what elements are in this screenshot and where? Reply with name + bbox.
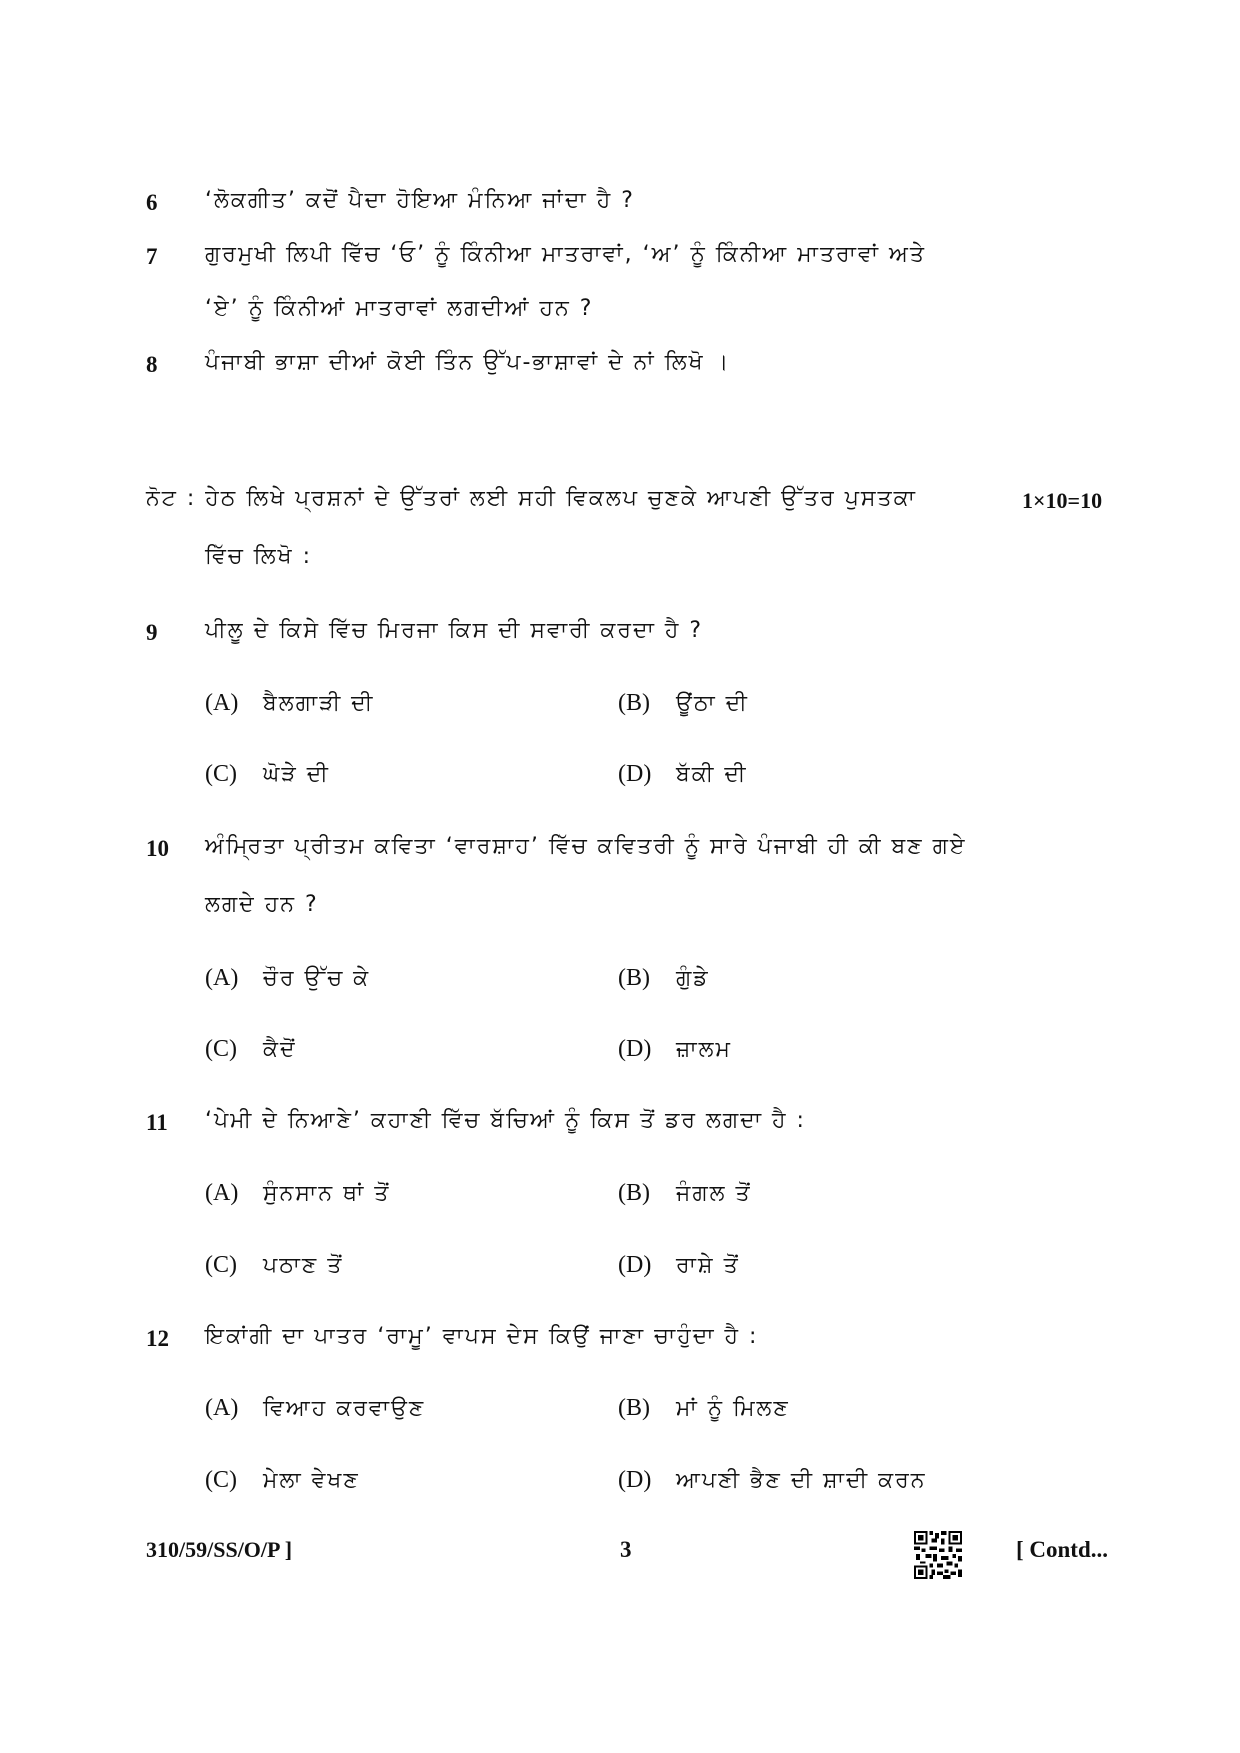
- option-label: (C): [205, 1036, 237, 1062]
- option-d: [618, 1467, 927, 1494]
- option-a: [205, 1395, 425, 1422]
- option-text: ਸੁੰਨਸਾਨ ਥਾਂ ਤੋਂ: [263, 1181, 391, 1206]
- option-c: [205, 761, 330, 788]
- options-row: [0, 1391, 1240, 1431]
- option-label: (A): [205, 1395, 239, 1421]
- option-label: (C): [205, 1467, 237, 1493]
- qr-code-icon: [914, 1531, 962, 1579]
- option-label: (A): [205, 1180, 239, 1206]
- option-label: (C): [205, 761, 237, 787]
- option-b: [618, 690, 749, 717]
- option-text: ਮਾਂ ਨੂੰ ਮਿਲਣ: [676, 1396, 790, 1421]
- option-text: ਪਠਾਣ ਤੋਂ: [263, 1253, 344, 1278]
- options-row: [0, 961, 1240, 1001]
- option-text: ਊਂਠਾ ਦੀ: [676, 691, 749, 716]
- question-number: 8: [146, 352, 158, 377]
- option-text: ਜ਼ਾਲਮ: [676, 1037, 732, 1062]
- options-row: [0, 1463, 1240, 1503]
- option-label: (D): [618, 1467, 652, 1493]
- option-c: [205, 1467, 360, 1494]
- question-10-continuation: [0, 888, 1240, 928]
- question-10: [0, 830, 1240, 870]
- option-b: [618, 1180, 752, 1207]
- options-row: [0, 757, 1240, 797]
- question-6: [0, 184, 1240, 224]
- option-d: [618, 1036, 732, 1063]
- option-label: (C): [205, 1252, 237, 1278]
- option-d: [618, 761, 748, 788]
- question-text: ਇਕਾਂਗੀ ਦਾ ਪਾਤਰ ‘ਰਾਮੂ’ ਵਾਪਸ ਦੇਸ ਕਿਉਂ ਜਾਣਾ ਚਾਹੁੰਦਾ ਹੈ :: [205, 1324, 759, 1349]
- option-label: (B): [618, 690, 650, 716]
- option-label: (B): [618, 1395, 650, 1421]
- question-number: 6: [146, 190, 158, 215]
- question-number: 10: [146, 836, 169, 861]
- question-number: 12: [146, 1326, 169, 1351]
- question-text: ਅੰਮ੍ਰਿਤਾ ਪ੍ਰੀਤਮ ਕਵਿਤਾ ‘ਵਾਰਸ਼ਾਹ’ ਵਿੱਚ ਕਵਿਤਰੀ ਨੂੰ ਸਾਰੇ ਪੰਜਾਬੀ ਹੀ ਕੀ ਬਣ ਗਏ: [205, 834, 967, 859]
- option-label: (D): [618, 1252, 652, 1278]
- question-8: [0, 346, 1240, 386]
- marks-allocation: 1×10=10: [1022, 488, 1103, 513]
- page-footer: [0, 1527, 1240, 1577]
- question-text: ਪੰਜਾਬੀ ਭਾਸ਼ਾ ਦੀਆਂ ਕੋਈ ਤਿੰਨ ਉੱਪ-ਭਾਸ਼ਾਵਾਂ ਦੇ ਨਾਂ ਲਿਖੋ ।: [205, 350, 731, 375]
- option-a: [205, 690, 374, 717]
- option-label: (D): [618, 1036, 652, 1062]
- question-text: ਗੁਰਮੁਖੀ ਲਿਪੀ ਵਿੱਚ ‘ਓ’ ਨੂੰ ਕਿੰਨੀਆ ਮਾਤਰਾਵਾਂ, ‘ਅ’ ਨੂੰ ਕਿੰਨੀਆ ਮਾਤਰਾਵਾਂ ਅਤੇ: [205, 242, 926, 267]
- option-c: [205, 1036, 297, 1063]
- note-text: ਵਿੱਚ ਲਿਖੋ :: [205, 544, 312, 569]
- question-text: ਲਗਦੇ ਹਨ ?: [205, 892, 319, 917]
- option-text: ਵਿਆਹ ਕਰਵਾਉਣ: [263, 1396, 426, 1421]
- question-7-continuation: [0, 292, 1240, 332]
- question-7: [0, 238, 1240, 278]
- question-text: ਪੀਲੂ ਦੇ ਕਿਸੇ ਵਿੱਚ ਮਿਰਜਾ ਕਿਸ ਦੀ ਸਵਾਰੀ ਕਰਦਾ ਹੈ ?: [205, 618, 704, 643]
- option-text: ਕੈਦੋਂ: [263, 1037, 297, 1062]
- question-number: 9: [146, 620, 158, 645]
- instruction-note-continuation: [0, 540, 1240, 580]
- option-label: (A): [205, 690, 239, 716]
- question-text: ‘ਪੇਮੀ ਦੇ ਨਿਆਣੇ’ ਕਹਾਣੀ ਵਿੱਚ ਬੱਚਿਆਂ ਨੂੰ ਕਿਸ ਤੋਂ ਡਰ ਲਗਦਾ ਹੈ :: [205, 1108, 806, 1133]
- option-b: [618, 965, 710, 992]
- question-9: [0, 614, 1240, 654]
- option-text: ਰਾਸ਼ੇ ਤੋਂ: [676, 1253, 740, 1278]
- page-number: 3: [620, 1537, 632, 1562]
- question-text: ‘ਏ’ ਨੂੰ ਕਿੰਨੀਆਂ ਮਾਤਰਾਵਾਂ ਲਗਦੀਆਂ ਹਨ ?: [205, 296, 594, 321]
- option-text: ਆਪਣੀ ਭੈਣ ਦੀ ਸ਼ਾਦੀ ਕਰਨ: [676, 1468, 927, 1493]
- question-text: ‘ਲੋਕਗੀਤ’ ਕਦੋਂ ਪੈਦਾ ਹੋਇਆ ਮੰਨਿਆ ਜਾਂਦਾ ਹੈ ?: [205, 188, 635, 213]
- question-number: 7: [146, 244, 158, 269]
- option-text: ਜੰਗਲ ਤੋਂ: [676, 1181, 752, 1206]
- option-label: (D): [618, 761, 652, 787]
- option-text: ਬੈਲਗਾੜੀ ਦੀ: [263, 691, 375, 716]
- option-text: ਗੁੰਡੇ: [676, 966, 710, 991]
- option-label: (B): [618, 1180, 650, 1206]
- option-a: [205, 965, 370, 992]
- option-a: [205, 1180, 390, 1207]
- question-number: 11: [146, 1110, 168, 1135]
- options-row: [0, 1176, 1240, 1216]
- option-c: [205, 1252, 343, 1279]
- option-text: ਘੋੜੇ ਦੀ: [263, 762, 330, 787]
- options-row: [0, 1248, 1240, 1288]
- options-row: [0, 686, 1240, 726]
- option-text: ਚੌਰ ਉੱਚ ਕੇ: [263, 966, 371, 991]
- question-12: [0, 1320, 1240, 1360]
- continued-marker: [ Contd...: [1016, 1537, 1109, 1562]
- paper-code: 310/59/SS/O/P ]: [146, 1537, 293, 1562]
- option-label: (B): [618, 965, 650, 991]
- option-label: (A): [205, 965, 239, 991]
- note-text: ਨੋਟ : ਹੇਠ ਲਿਖੇ ਪ੍ਰਸ਼ਨਾਂ ਦੇ ਉੱਤਰਾਂ ਲਈ ਸਹੀ ਵਿਕਲਪ ਚੁਣਕੇ ਆਪਣੀ ਉੱਤਰ ਪੁਸਤਕਾ: [146, 486, 917, 511]
- option-d: [618, 1252, 740, 1279]
- option-b: [618, 1395, 790, 1422]
- option-text: ਮੇਲਾ ਵੇਖਣ: [263, 1468, 360, 1493]
- option-text: ਬੱਕੀ ਦੀ: [676, 762, 748, 787]
- question-11: [0, 1104, 1240, 1144]
- instruction-note: [0, 482, 1240, 522]
- options-row: [0, 1032, 1240, 1072]
